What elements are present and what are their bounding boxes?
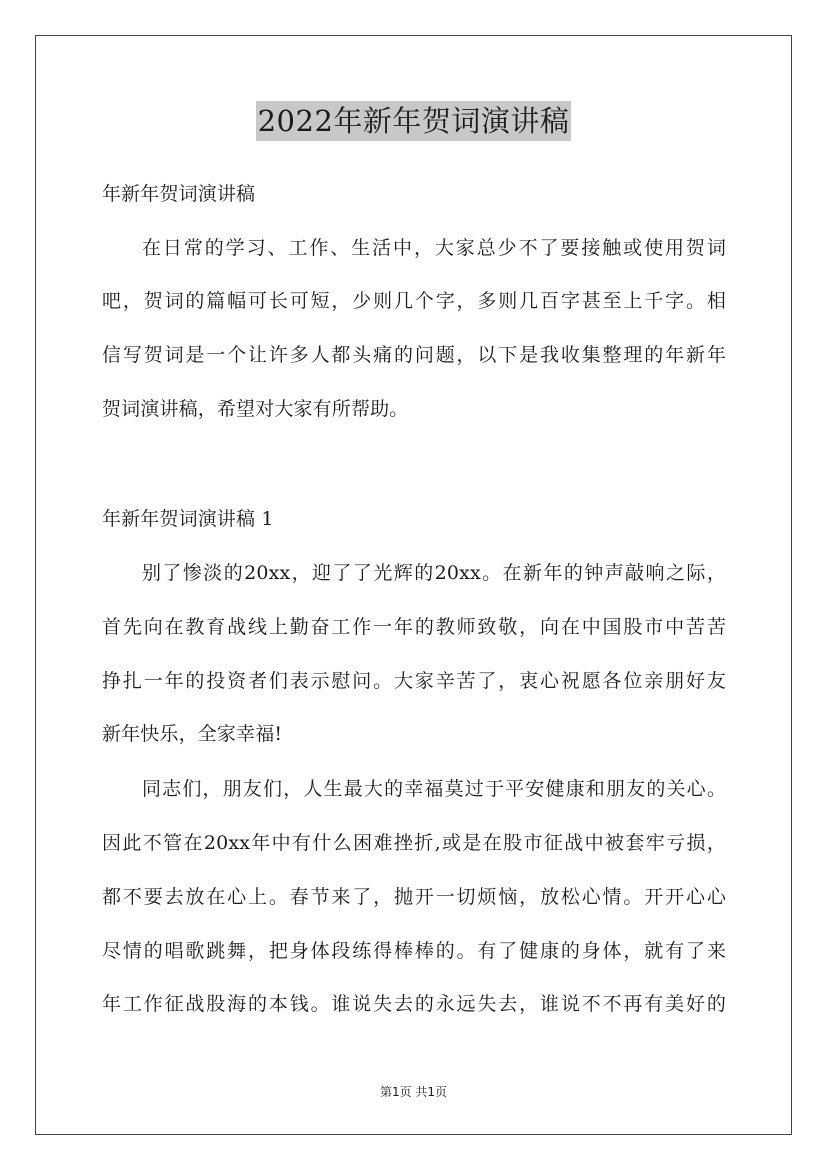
para2-line-4: 尽情的唱歌跳舞，把身体段练得棒棒的。有了健康的身体，就有了来: [102, 940, 726, 962]
document-title: 2022年新年贺词演讲稿: [256, 101, 572, 141]
intro-line-4: 贺词演讲稿，希望对大家有所帮助。: [102, 398, 409, 420]
page-footer: 第1页 共1页: [379, 1085, 448, 1099]
subtitle: 年新年贺词演讲稿: [102, 183, 256, 205]
para1-line-2: 首先向在教育战线上勤奋工作一年的教师致敬，向在中国股市中苦苦: [102, 616, 726, 638]
intro-line-2: 吧，贺词的篇幅可长可短，少则几个字，多则几百字甚至上千字。相: [102, 290, 726, 312]
section-heading: 年新年贺词演讲稿 1: [102, 508, 274, 530]
para2-line-1: 同志们，朋友们，人生最大的幸福莫过于平安健康和朋友的关心。: [142, 778, 726, 800]
intro-line-1: 在日常的学习、工作、生活中，大家总少不了要接触或使用贺词: [142, 237, 726, 259]
para1-line-1: 别了惨淡的20xx，迎了了光辉的20xx。在新年的钟声敲响之际，: [142, 562, 726, 584]
para2-line-2: 因此不管在20xx年中有什么困难挫折,或是在股市征战中被套牢亏损，: [102, 832, 726, 854]
para1-line-4: 新年快乐，全家幸福!: [102, 723, 283, 745]
para1-line-3: 挣扎一年的投资者们表示慰问。大家辛苦了，衷心祝愿各位亲朋好友: [102, 670, 726, 692]
intro-line-3: 信写贺词是一个让许多人都头痛的问题，以下是我收集整理的年新年: [102, 344, 726, 366]
para2-line-3: 都不要去放在心上。春节来了，抛开一切烦恼，放松心情。开开心心: [102, 886, 726, 908]
title-container: [0, 101, 827, 141]
para2-line-5: 年工作征战股海的本钱。谁说失去的永远失去，谁说不不再有美好的: [102, 993, 726, 1015]
